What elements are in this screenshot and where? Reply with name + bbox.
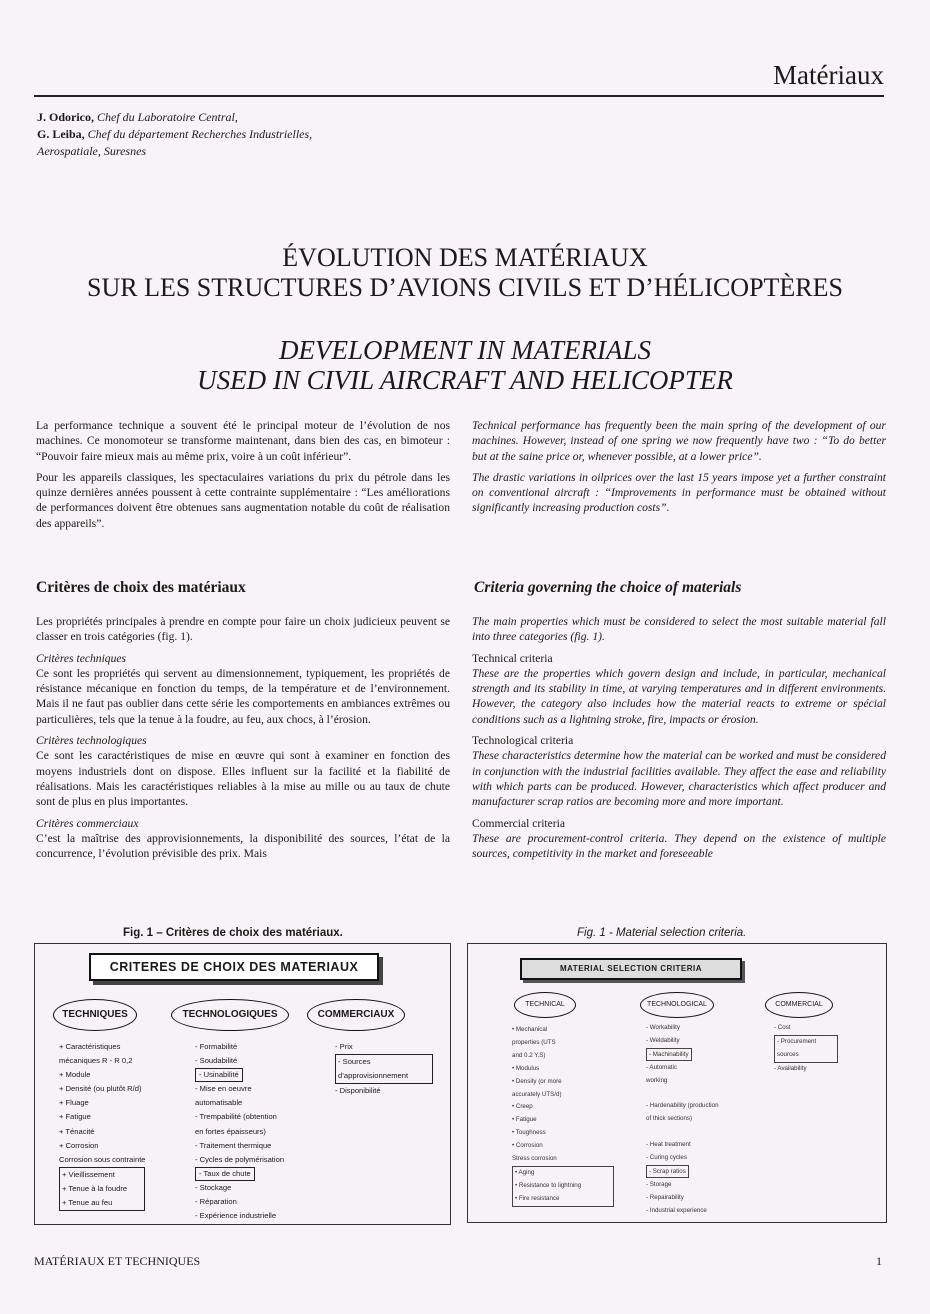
figure-en-item: • Toughness: [512, 1129, 546, 1137]
heading-en: Criteria governing the choice of materials: [474, 579, 742, 596]
figure-en-item: • Fire resistance: [515, 1194, 560, 1202]
intro-fr-p1: La performance technique a souvent été le principal moteur de l’évolution de nos machines. Ce monomoteur se transforme maintenant, dans bien des cas, en bimoteur : “Pouvoir faire mieux mais au même prix, voire à un coût inférieur”.: [36, 419, 450, 463]
figure-fr: [34, 943, 451, 1225]
title-english: [0, 335, 930, 395]
figure-fr-item: - Trempabilité (obtention: [195, 1112, 277, 1122]
intro-fr: [36, 418, 450, 537]
figure-en-item: • Corrosion: [512, 1142, 543, 1150]
figure-fr-list-technologiques: [195, 1040, 284, 1223]
title-french: [0, 243, 930, 303]
figure-en-item: sources: [777, 1050, 799, 1058]
subheading-fr-2: Critères technologiques: [36, 734, 147, 748]
figure-fr-item: - Réparation: [195, 1197, 237, 1207]
figure-fr-item: + Module: [59, 1070, 91, 1080]
figure-fr-item: automatisable: [195, 1098, 243, 1108]
figure-fr-item-boxed: - Taux de chute: [195, 1167, 255, 1181]
figure-fr-title: CRITERES DE CHOIX DES MATERIAUX: [89, 953, 379, 981]
figure-fr-item: + Ténacité: [59, 1126, 95, 1136]
header-rule: [34, 95, 884, 97]
subheading-en-1: Technical criteria: [472, 651, 553, 665]
figure-en-item: - Procurement: [777, 1037, 817, 1045]
figure-en-item: - Repairability: [646, 1193, 684, 1201]
body-fr-p2: Ce sont les propriétés qui servent au dimensionnement, typiquement, les propriétés de résistance mécanique en fonction du temps, de la température et de l’environnement. Mais il ne faut pas oublier dans cette série les comportements en ambiances extrêmes ou particulières, tels que la tenue à la foudre, au feu, aux chocs, à l’érosion.: [36, 666, 450, 726]
figure-fr-oval-technologiques: TECHNOLOGIQUES: [171, 999, 289, 1031]
figure-fr-item: + Corrosion: [59, 1140, 99, 1150]
figure-fr-item: mécaniques R - R 0,2: [59, 1056, 133, 1066]
figure-fr-boxed-group: [59, 1167, 145, 1211]
figure-en-item: properties (UTS: [512, 1038, 556, 1046]
figure-en-item: - Weldability: [646, 1036, 680, 1044]
intro-en-p1: Technical performance has frequently been the main spring of the development of our machines. However, instead of one spring we now frequently have two : “To do better but at the saine price or, whenever possible, at a lower price”.: [472, 419, 886, 463]
figure-fr-item: - Formabilité: [195, 1042, 238, 1051]
figure-en-title: MATERIAL SELECTION CRITERIA: [520, 958, 742, 980]
title-en-line2: USED IN CIVIL AIRCRAFT AND HELICOPTER: [197, 365, 733, 395]
subheading-fr-1: Critères techniques: [36, 651, 127, 665]
figure-en-item: • Creep: [512, 1103, 533, 1111]
body-fr-p4: C’est la maîtrise des approvisionnements, la disponibilité des sources, l’état de la concurrence, l’évolution prévisible des prix. Mais: [36, 831, 450, 861]
figure-fr-oval-techniques: TECHNIQUES: [53, 999, 137, 1031]
figure-en-item: - Automatic: [646, 1063, 677, 1071]
figure-en-list-technical: [512, 1024, 614, 1207]
intro-en: [472, 418, 886, 522]
figure-en-item-boxed: - Machinability: [646, 1048, 692, 1061]
section-title: Matériaux: [773, 60, 884, 90]
intro-fr-p2: Pour les appareils classiques, les spectaculaires variations du prix du pétrole dans les quinze dernières années poussent à cette contrainte supplémentaire : “Les améliorations de performances doivent être obtenues sans augmentation notable du coût de réalisation des appareils”.: [36, 470, 450, 530]
figure-en-boxed-group: [774, 1035, 838, 1063]
figure-en: [467, 943, 887, 1223]
figure-fr-item: + Densité (ou plutôt R/d): [59, 1084, 142, 1094]
title-fr-line1: ÉVOLUTION DES MATÉRIAUX: [282, 243, 648, 272]
subheading-en-3: Commercial criteria: [472, 816, 566, 830]
figure-en-item: - Cost: [774, 1024, 791, 1031]
author-2-role: Chef du département Recherches Industrielles,: [87, 127, 313, 141]
body-en-p4: These are procurement-control criteria. They depend on the existence of multiple sources, competitivity in the market and foreseeable: [472, 831, 886, 861]
figure-fr-item: - Soudabilité: [195, 1056, 238, 1066]
figure-en-item: working: [646, 1076, 668, 1084]
authors-block: [37, 109, 312, 160]
figure-en-oval-technological: TECHNOLOGICAL: [640, 992, 714, 1018]
figure-en-item: • Modulus: [512, 1064, 540, 1072]
author-1-name: J. Odorico,: [37, 110, 94, 124]
body-en: [472, 614, 886, 867]
figure-en-item: • Mechanical: [512, 1026, 548, 1033]
subheading-fr-3: Critères commerciaux: [36, 816, 139, 830]
figure-en-item: - Storage: [646, 1180, 672, 1188]
figure-fr-item: en fortes épaisseurs): [195, 1126, 266, 1136]
subheading-en-2: Technological criteria: [472, 734, 574, 748]
author-1-role: Chef du Laboratoire Central,: [97, 110, 238, 124]
figure-fr-item: + Caractéristiques: [59, 1042, 121, 1051]
figure-fr-item-boxed: - Usinabilité: [195, 1068, 243, 1082]
figure-fr-oval-commerciaux: COMMERCIAUX: [307, 999, 405, 1031]
figure-fr-list-techniques: [59, 1040, 146, 1211]
figure-en-item: - Curing cycles: [646, 1154, 687, 1162]
body-fr-p3: Ce sont les caractéristiques de mise en œuvre qui sont à examiner en fonction des moyens industriels dont on dispose. Elles influent sur la facilité et la fiabilité de réalisations. Mais les caractéristiques reliables à la mise au mille ou au taux de chute sont de plus en plus importantes.: [36, 749, 450, 809]
figure-fr-item: + Fluage: [59, 1098, 89, 1108]
figure-fr-item: + Tenue au feu: [62, 1198, 113, 1208]
figure-caption-fr: Fig. 1 – Critères de choix des matériaux.: [123, 927, 343, 939]
figure-fr-item: Corrosion sous contrainte: [59, 1154, 146, 1164]
author-2: [37, 126, 312, 143]
figure-en-list-commercial: [774, 1022, 838, 1076]
figure-en-oval-technical: TECHNICAL: [514, 992, 576, 1018]
heading-fr: Critères de choix des matériaux: [36, 579, 246, 596]
body-en-p2: These are the properties which govern design and include, in particular, mechanical strength and its stability in time, at varying temperatures and in different environments. However, the category also includes how the material reacts to extreme or spécial conditions such as a lightning stroke, fire, impacts or érosion.: [472, 666, 886, 726]
affiliation: Aerospatiale, Suresnes: [37, 144, 147, 158]
author-2-name: G. Leiba,: [37, 127, 85, 141]
figure-fr-item: - Cycles de polymérisation: [195, 1154, 285, 1164]
figure-en-item: and 0.2 Y.S): [512, 1051, 546, 1059]
figure-fr-item: - Sources: [338, 1057, 371, 1067]
title-en-line1: DEVELOPMENT IN MATERIALS: [279, 335, 651, 365]
figure-fr-item: - Stockage: [195, 1182, 232, 1192]
figure-fr-item: + Fatigue: [59, 1112, 91, 1122]
figure-en-list-technological: [646, 1022, 719, 1218]
figure-fr-item: - Disponibilité: [335, 1086, 381, 1096]
figure-en-oval-commercial: COMMERCIAL: [765, 992, 833, 1018]
body-en-p1: The main properties which must be considered to select the most suitable material fall into three categories (fig. 1).: [472, 615, 886, 644]
figure-en-item: [646, 1126, 719, 1139]
figure-en-boxed-group: [512, 1166, 614, 1207]
figure-en-item-boxed: - Scrap ratios: [646, 1165, 689, 1178]
figure-en-item: [646, 1088, 719, 1101]
intro-en-p2: The drastic variations in oilprices over the last 15 years impose yet a further constraint on conventional aircraft : “Improvements in performance must be obtained without significantly increasing production costs”.: [472, 470, 886, 515]
footer-journal: MATÉRIAUX ET TECHNIQUES: [34, 1254, 201, 1268]
figure-fr-item: d’approvisionnement: [338, 1071, 409, 1081]
figure-en-item: • Aging: [515, 1168, 535, 1176]
figure-fr-item: + Vieillissement: [62, 1169, 115, 1179]
body-fr: [36, 614, 450, 867]
figure-fr-item: - Expérience industrielle: [195, 1211, 277, 1221]
figure-fr-item: - Traitement thermique: [195, 1140, 272, 1150]
figure-en-item: - Availability: [774, 1064, 807, 1072]
body-fr-p1: Les propriétés principales à prendre en compte pour faire un choix judicieux peuvent se classer en trois catégories (fig. 1).: [36, 615, 450, 644]
figure-en-item: - Heat treatment: [646, 1141, 691, 1149]
author-1: [37, 109, 312, 126]
figure-fr-item: - Prix: [335, 1042, 353, 1051]
page-number: 1: [876, 1254, 882, 1268]
figure-en-item: - Workability: [646, 1024, 680, 1031]
figure-en-item: • Density (or more: [512, 1077, 562, 1085]
figure-en-item: - Industrial experience: [646, 1206, 707, 1214]
figure-fr-list-commerciaux: [335, 1040, 433, 1098]
title-fr-line2: SUR LES STRUCTURES D’AVIONS CIVILS ET D’HÉLICOPTÈRES: [87, 273, 843, 302]
figure-en-item: of thick sections): [646, 1115, 693, 1123]
figure-en-item: Stress corrosion: [512, 1155, 557, 1163]
figure-en-item: - Hardenability (production: [646, 1102, 719, 1110]
figure-en-item: • Resistance to lightning: [515, 1181, 582, 1189]
figure-caption-en: Fig. 1 - Material selection criteria.: [577, 927, 747, 939]
figure-en-item: • Fatigue: [512, 1116, 537, 1124]
figure-fr-boxed-group: [335, 1054, 433, 1084]
body-en-p3: These characteristics determine how the material can be worked and must be considered in conjunction with the industrial facilities available. They affect the ease and reliability with which parts can be produced. However, characteristics which affect producer and manufacturer scrap ratios are becoming more and more important.: [472, 749, 886, 809]
figure-fr-item: - Mise en oeuvre: [195, 1084, 252, 1094]
figure-en-item: accurately UTS/d): [512, 1090, 562, 1098]
figure-fr-item: + Tenue à la foudre: [62, 1183, 128, 1193]
